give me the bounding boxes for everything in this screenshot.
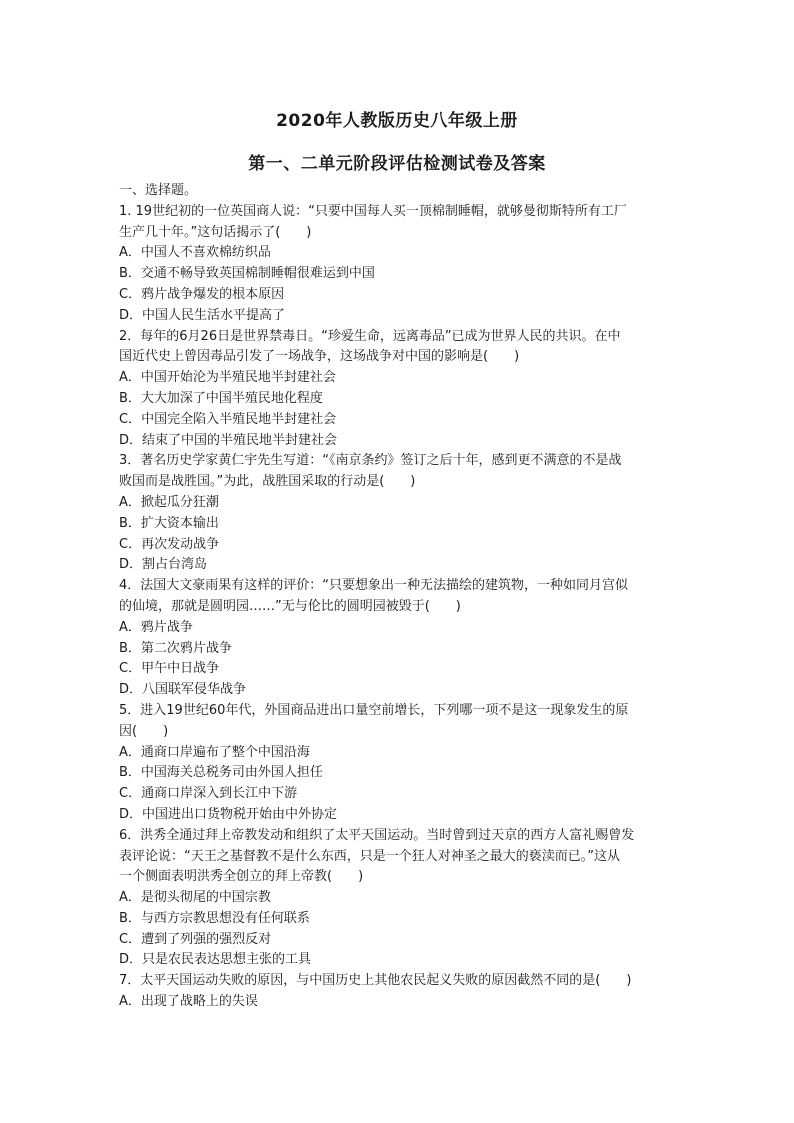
question-item: [119, 451, 679, 576]
answer-option: D．只是农民表达思想主张的工具: [119, 952, 312, 968]
answer-option: B．中国海关总税务司由外国人担任: [119, 765, 323, 781]
question-stem-line: 4．法国大文豪雨果有这样的评价：“只要想象出一种无法描绘的建筑物，一种如同月宫似: [119, 578, 629, 594]
question-stem-line: 一个侧面表明洪秀全创立的拜上帝教( ): [119, 869, 364, 885]
question-stem-line: 的仙境，那就是圆明园……”无与伦比的圆明园被毁于( ): [119, 598, 461, 614]
question-stem-line: 1. 19世纪初的一位英国商人说：“只要中国每人买一顶棉制睡帽，就够曼彻斯特所有工厂: [119, 203, 627, 219]
answer-option: C．遭到了列强的强烈反对: [119, 931, 272, 947]
answer-option: C．鸦片战争爆发的根本原因: [119, 286, 285, 302]
document-title: 2020年人教版历史八年级上册: [276, 111, 518, 131]
question-stem-line: 败国而是战胜国。”为此，战胜国采取的行动是( ): [119, 474, 416, 490]
question-item: [119, 701, 679, 826]
question-list: [119, 181, 679, 1013]
document-subtitle: 第一、二单元阶段评估检测试卷及答案: [248, 154, 546, 174]
question-stem-line: 5．进入19世纪60年代，外国商品进出口量空前增长，下列哪一项不是这一现象发生的原: [119, 702, 629, 718]
question-stem-line: 表评论说：“天王之基督教不是什么东西，只是一个狂人对神圣之最大的亵渎而已。”这从: [119, 848, 620, 864]
answer-option: C．中国完全陷入半殖民地半封建社会: [119, 411, 337, 427]
answer-option: D．中国人民生活水平提高了: [119, 307, 286, 323]
question-item: [119, 826, 679, 972]
answer-option: A．出现了战略上的失误: [119, 994, 258, 1010]
answer-option: A．是彻头彻尾的中国宗教: [119, 890, 271, 906]
answer-option: C．通商口岸深入到长江中下游: [119, 786, 298, 802]
question-item: [119, 327, 679, 452]
answer-option: A．鸦片战争: [119, 619, 193, 635]
answer-option: D．结束了中国的半殖民地半封建社会: [119, 432, 338, 448]
question-item: [119, 971, 679, 1013]
answer-option: D．八国联军侵华战争: [119, 682, 247, 698]
question-item: [119, 576, 679, 701]
answer-option: A．中国开始沦为半殖民地半封建社会: [119, 370, 336, 386]
answer-option: C．甲午中日战争: [119, 661, 220, 677]
question-stem-line: 6．洪秀全通过拜上帝教发动和组织了太平天国运动。当时曾到过天京的西方人富礼赐曾发: [119, 827, 635, 843]
question-item: [119, 202, 679, 327]
section-heading: 一、选择题。: [119, 183, 198, 198]
answer-option: A．通商口岸遍布了整个中国沿海: [119, 744, 310, 760]
answer-option: B．交通不畅导致英国棉制睡帽很难运到中国: [119, 266, 375, 282]
question-stem-line: 7．太平天国运动失败的原因，与中国历史上其他农民起义失败的原因截然不同的是( ): [119, 973, 632, 989]
answer-option: A．掀起瓜分狂潮: [119, 494, 219, 510]
question-stem-line: 2．每年的6月26日是世界禁毒日。“珍爱生命，远离毒品”已成为世界人民的共识。在中: [119, 328, 621, 344]
answer-option: C．再次发动战争: [119, 536, 220, 552]
question-stem-line: 生产几十年。”这句话揭示了( ): [119, 224, 312, 240]
answer-option: B．第二次鸦片战争: [119, 640, 232, 656]
answer-option: B．与西方宗教思想没有任何联系: [119, 910, 310, 926]
answer-option: D．中国进出口货物税开始由中外协定: [119, 806, 338, 822]
answer-option: A．中国人不喜欢棉纺织品: [119, 245, 271, 261]
question-stem-line: 因( ): [119, 723, 169, 739]
answer-option: D．割占台湾岛: [119, 557, 208, 573]
answer-option: B．大大加深了中国半殖民地化程度: [119, 390, 323, 406]
question-stem-line: 国近代史上曾因毒品引发了一场战争，这场战争对中国的影响是( ): [119, 349, 520, 365]
answer-option: B．扩大资本输出: [119, 515, 219, 531]
question-stem-line: 3．著名历史学家黄仁宇先生写道：“《南京条约》签订之后十年，感到更不满意的不是战: [119, 453, 622, 469]
